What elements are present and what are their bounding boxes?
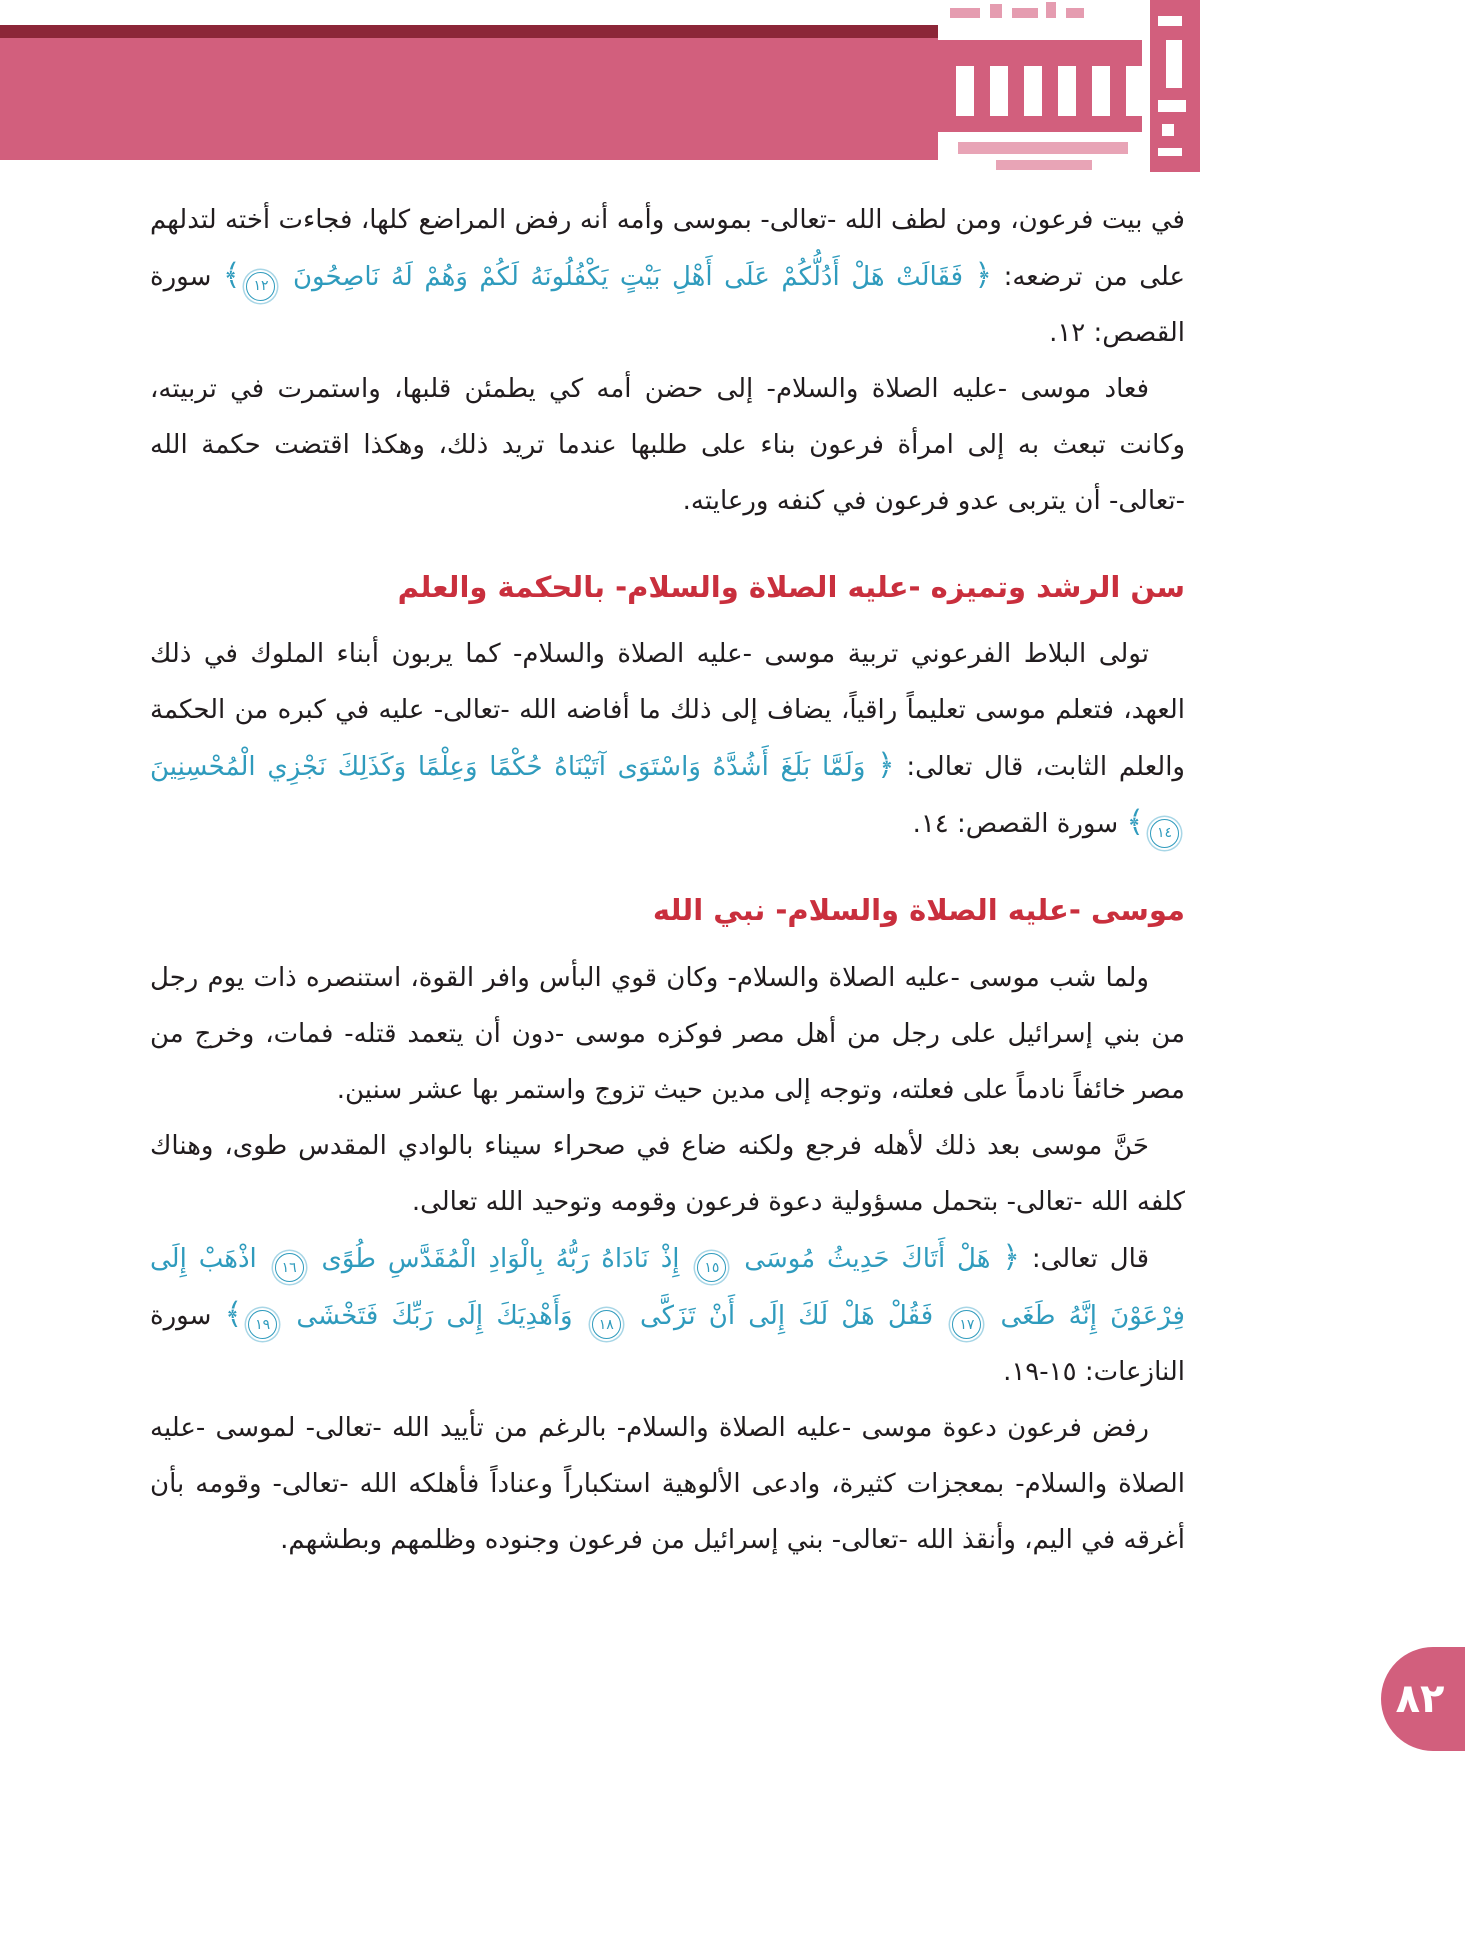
verse-text: هَلْ أَتَاكَ حَدِيثُ مُوسَى (732, 1243, 991, 1274)
kufic-logo-graphic (938, 0, 1200, 175)
paragraph-intro (150, 192, 1185, 361)
paragraph: ولما شب موسى -عليه الصلاة والسلام- وكان قوي البأس وافر القوة، استنصره ذات يوم رجل من بني إسرائيل على رجل من أهل مصر فوكزه موسى -دون أن يتعمد قتله- فمات، وخرج من مصر خائفاً نادماً على فعلته، وتوجه إلى مدين حيث تزوج واستمر بها عشر سنين. (150, 962, 1185, 1105)
ayah-number-marker: ١٥ (697, 1253, 726, 1282)
paragraph: حَنَّ موسى بعد ذلك لأهله فرجع ولكنه ضاع في صحراء سيناء بالوادي المقدس طوى، وهناك كلفه الله -تعالى- بتحمل مسؤولية دعوة فرعون وقومه وتوحيد الله تعالى. (150, 1130, 1185, 1217)
verse-close-bracket: ﴾ (222, 258, 241, 293)
ayah-number-marker: ١٢ (246, 272, 275, 301)
verse-close-bracket: ﴾ (224, 1296, 243, 1332)
verse-text: فَقَالَتْ هَلْ أَدُلُّكُمْ عَلَى أَهْلِ بَيْتٍ يَكْفُلُونَهُ لَكُمْ وَهُمْ لَهُ نَاصِحُونَ (281, 262, 964, 292)
verse-text: وَأَهْدِيَكَ إِلَى رَبِّكَ فَتَخْشَى (283, 1300, 586, 1331)
verse-open-bracket: ﴿ (877, 748, 895, 784)
body-run: قال تعالى: (1019, 1243, 1149, 1274)
body-run: في بيت فرعون، ومن لطف الله -تعالى- بموسى وأمه أنه رفض المراضع كلها، فجاءت أخته لتدلهم على من ترضعه: (150, 205, 1185, 292)
verse-reference: سورة النازعات: ١٥-١٩. (150, 1300, 1185, 1387)
kufic-calligraphy-logo (938, 0, 1200, 175)
verse-text: اذْهَبْ إِلَى فِرْعَوْنَ إِنَّهُ طَغَى (150, 1243, 1185, 1331)
verse-text: فَقُلْ هَلْ لَكَ إِلَى أَنْ تَزَكَّى (626, 1300, 947, 1331)
verse-close-bracket: ﴾ (1126, 805, 1144, 841)
verse-reference: سورة القصص: ١٤. (912, 809, 1127, 840)
page-number-badge (1381, 1647, 1465, 1751)
ayah-number-marker: ١٩ (248, 1310, 277, 1339)
verse-open-bracket: ﴿ (974, 258, 993, 293)
paragraph: فعاد موسى -عليه الصلاة والسلام- إلى حضن أمه كي يطمئن قلبها، واستمرت في تربيته، وكانت تبعث به إلى امرأة فرعون بناء على طلبها عندما تريد ذلك، وهكذا اقتضت حكمة الله -تعالى- أن يتربى عدو فرعون في كنفه ورعايته. (150, 374, 1185, 516)
paragraph (150, 626, 1185, 852)
verse-text: إِذْ نَادَاهُ رَبُّهُ بِالْوَادِ الْمُقَدَّسِ طُوًى (309, 1243, 692, 1274)
page-number: ٨٢ (1395, 1676, 1445, 1722)
paragraph: رفض فرعون دعوة موسى -عليه الصلاة والسلام- بالرغم من تأييد الله -تعالى- لموسى -عليه الصلاة والسلام- بمعجزات كثيرة، وادعى الألوهية استكباراً وعناداً فأهلكه الله -تعالى- وقومه بأن أغرقه في اليم، وأنقذ الله -تعالى- بني إسرائيل من فرعون وجنوده وظلمهم وبطشهم. (150, 1412, 1185, 1555)
header-pink-band (0, 38, 938, 160)
verse-text: وَلَمَّا بَلَغَ أَشُدَّهُ وَاسْتَوَى آتَيْنَاهُ حُكْمًا وَعِلْمًا وَكَذَلِكَ نَجْزِي الْمُحْسِنِينَ (150, 752, 866, 783)
quran-verse (222, 258, 993, 294)
body-run: تولى البلاط الفرعوني تربية موسى -عليه الصلاة والسلام- كما يربون أبناء الملوك في ذلك العهد، فتعلم موسى تعليماً راقياً، يضاف إلى ذلك ما أفاضه الله -تعالى- عليه في كبره من الحكمة والعلم الثابت، قال تعالى: (150, 639, 1185, 783)
verse-open-bracket: ﴿ (1002, 1239, 1020, 1275)
ayah-number-marker: ١٦ (275, 1253, 304, 1282)
header-maroon-stripe (0, 25, 938, 38)
verse-reference: سورة القصص: ١٢. (150, 262, 1185, 348)
page-content (150, 192, 1185, 1568)
page-header (0, 0, 1465, 180)
section-heading-prophet: موسى -عليه الصلاة والسلام- نبي الله (652, 893, 1185, 928)
ayah-number-marker: ١٧ (952, 1310, 981, 1339)
section-heading-maturity: سن الرشد وتميزه -عليه الصلاة والسلام- بالحكمة والعلم (397, 570, 1185, 604)
ayah-number-marker: ١٤ (1150, 819, 1179, 848)
paragraph-verses (150, 1230, 1185, 1400)
ayah-number-marker: ١٨ (592, 1310, 621, 1339)
